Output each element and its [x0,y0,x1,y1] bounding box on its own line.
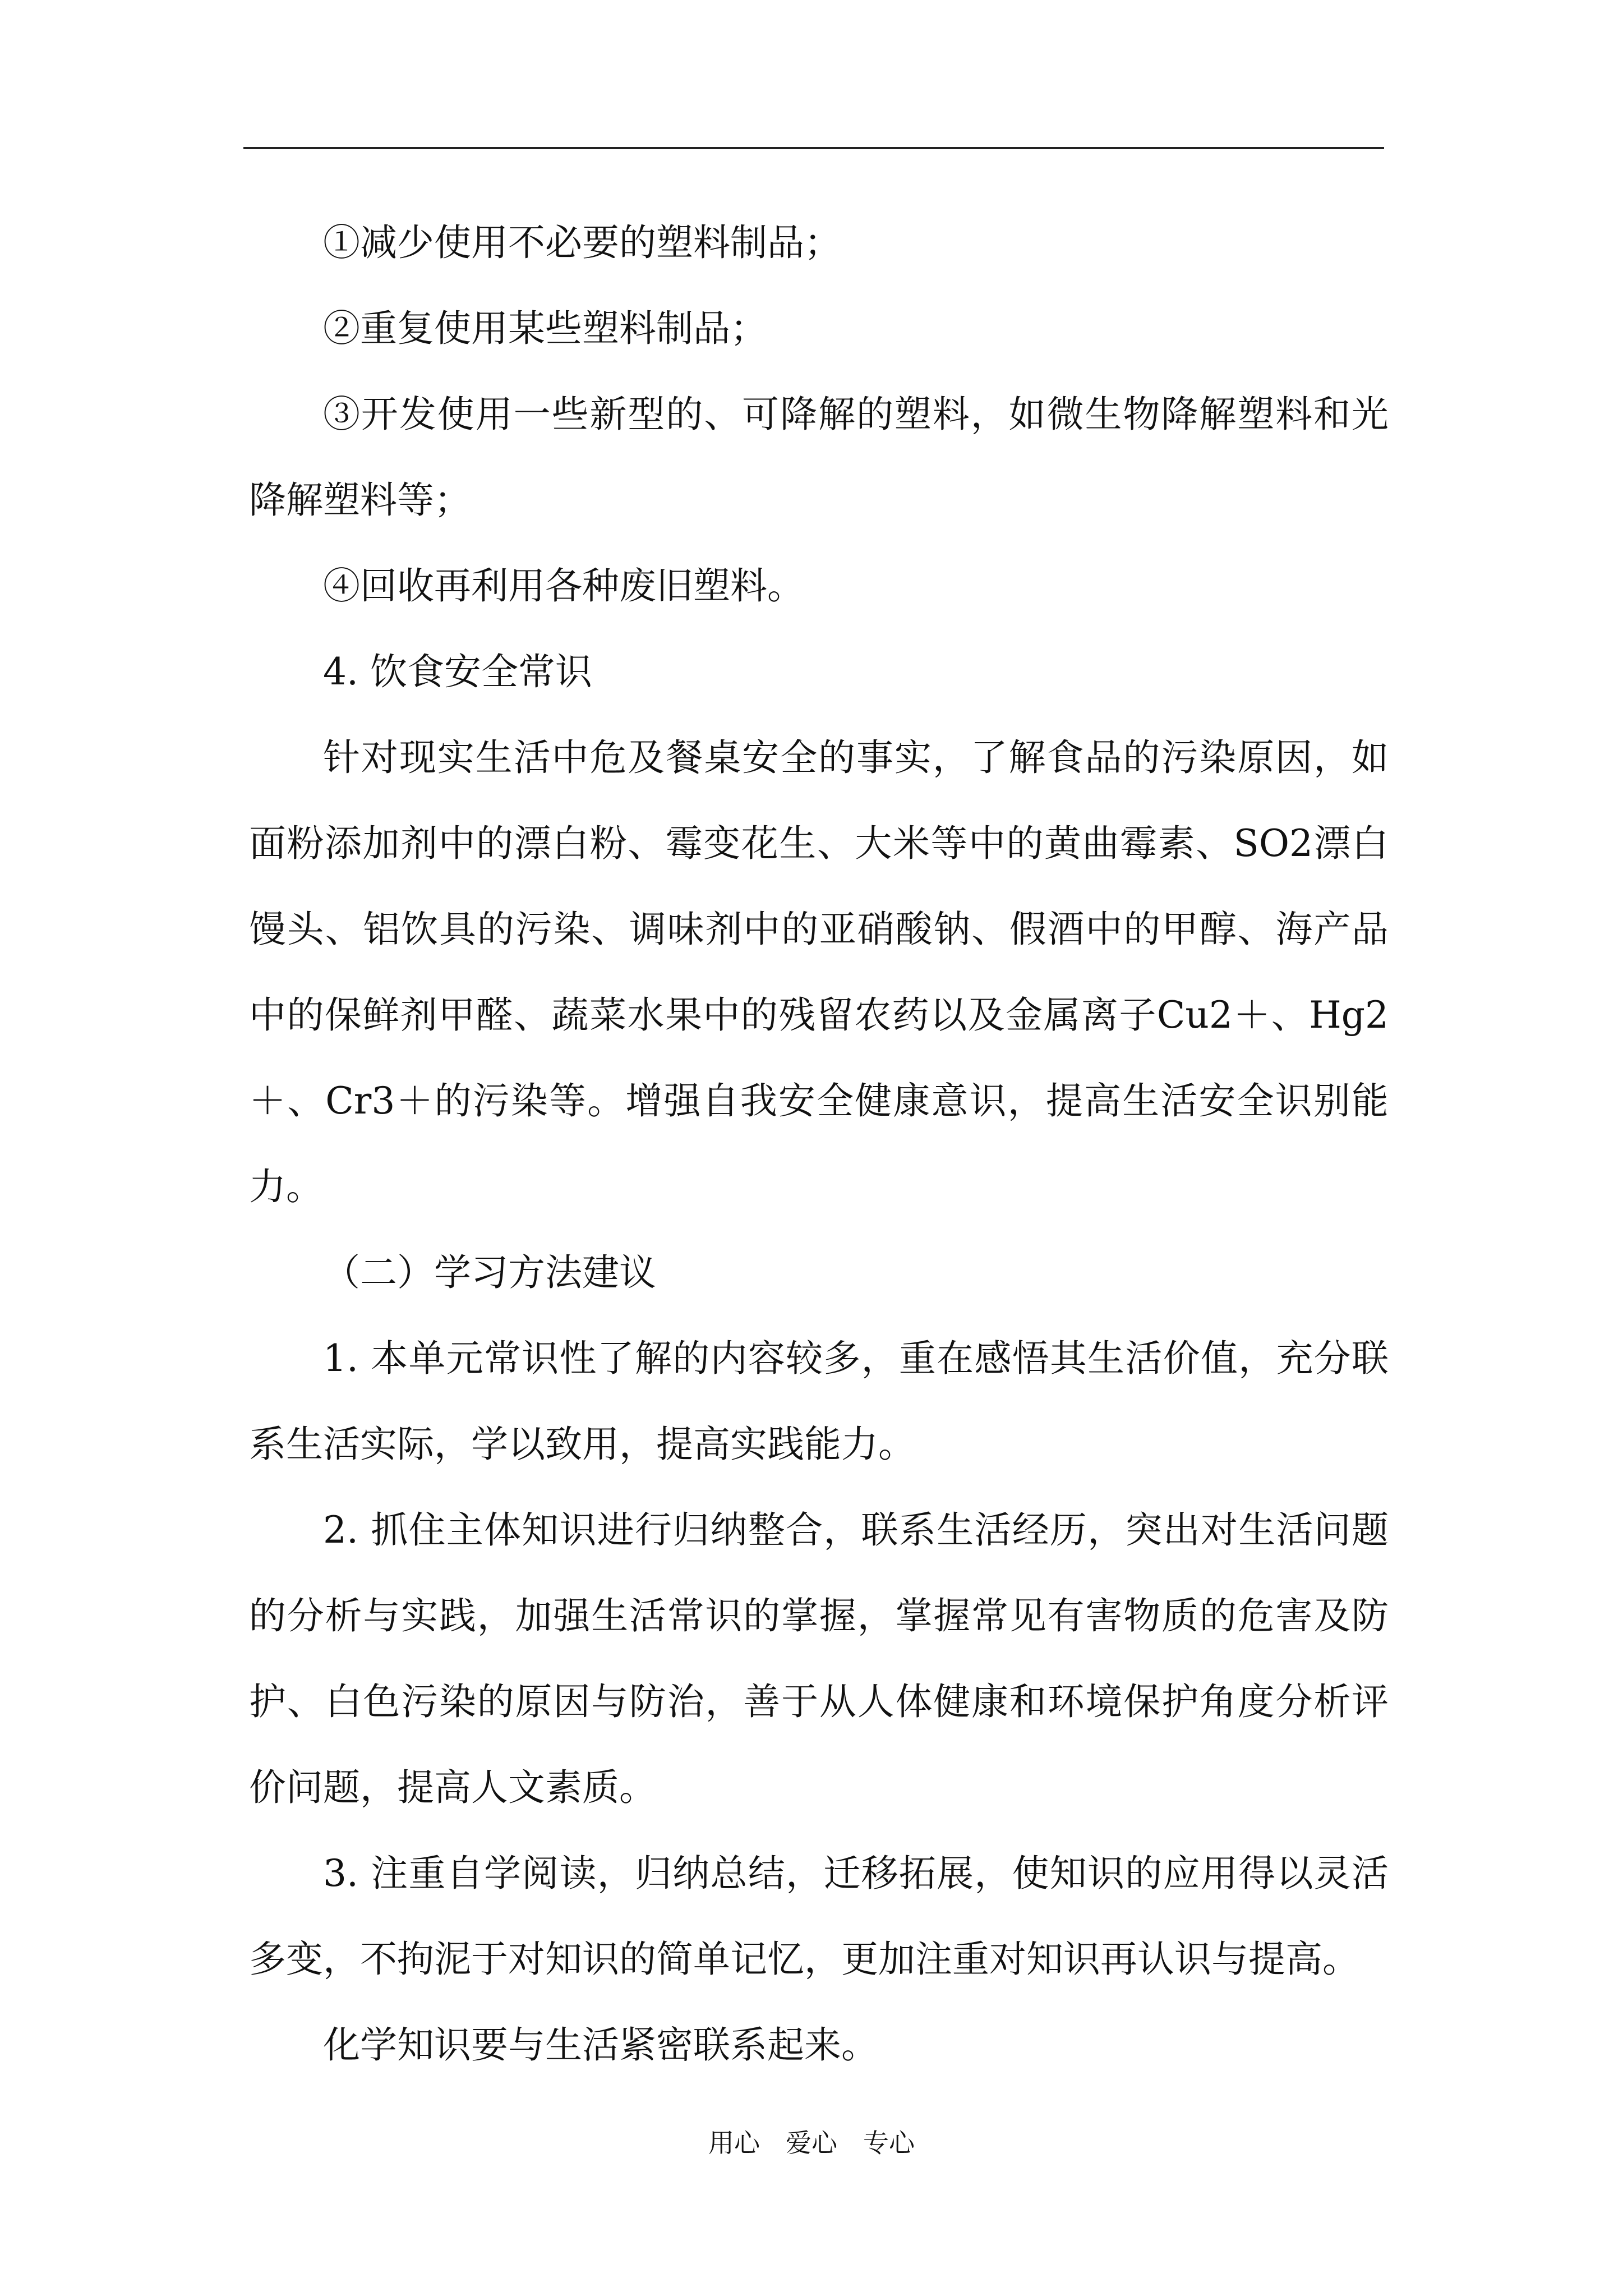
paragraph-method-3: 3. 注重自学阅读，归纳总结，迁移拓展，使知识的应用得以灵活多变，不拘泥于对知识的简单记忆，更加注重对知识再认识与提高。 [249,1852,1389,1981]
section-heading-study-methods: （二）学习方法建议 [323,1251,656,1294]
document-body [249,200,1389,2088]
section-heading-food-safety: 4. 饮食安全常识 [323,650,592,693]
page-footer: 用心 爱心 专心 [708,2128,915,2158]
paragraph-method-2: 2. 抓住主体知识进行归纳整合，联系生活经历，突出对生活问题的分析与实践，加强生活常识的掌握，掌握常见有害物质的危害及防护、白色污染的原因与防治，善于从人体健康和环境保护角度分析评价问题，提高人文素质。 [249,1508,1389,1809]
paragraph-method-1: 1. 本单元常识性了解的内容较多，重在感悟其生活价值，充分联系生活实际，学以致用，提高实践能力。 [249,1337,1389,1466]
list-item-reuse-plastics: ②重复使用某些塑料制品； [323,307,767,350]
list-item-reduce-plastics: ①减少使用不必要的塑料制品； [323,221,841,264]
header-rule [243,147,1384,149]
list-item-recycle-plastics: ④回收再利用各种废旧塑料。 [323,564,804,608]
paragraph-food-pollution: 针对现实生活中危及餐桌安全的事实，了解食品的污染原因，如面粉添加剂中的漂白粉、霉变花生、大米等中的黄曲霉素、SO2漂白馒头、铝饮具的污染、调味剂中的亚硝酸钠、假酒中的甲醇、海产品中的保鲜剂甲醛、蔬菜水果中的残留农药以及金属离子Cu2＋、Hg2＋、Cr3＋的污染等。增强自我安全健康意识，提高生活安全识别能力。 [249,736,1389,1208]
paragraph-conclusion: 化学知识要与生活紧密联系起来。 [323,2023,878,2067]
list-item-degradable-plastics: ③开发使用一些新型的、可降解的塑料，如微生物降解塑料和光降解塑料等； [249,393,1389,522]
